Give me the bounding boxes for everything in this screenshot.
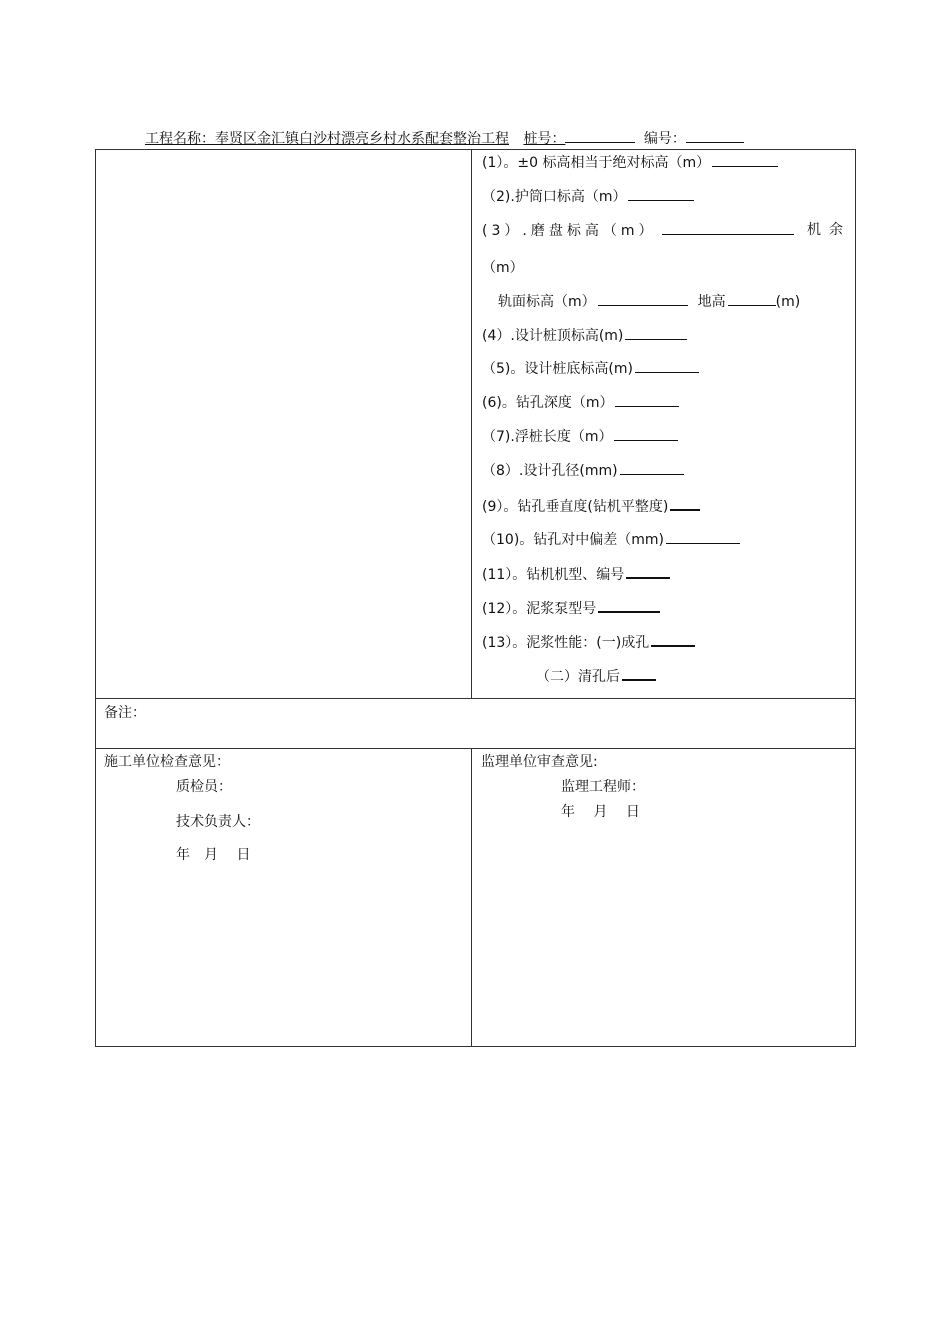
inspector-label: 质检员： [176, 779, 232, 795]
item-field[interactable] [598, 597, 660, 613]
list-item [482, 325, 687, 346]
item-label: （8）.设计孔径(mm) [482, 463, 618, 479]
pile-field[interactable] [565, 128, 635, 143]
item-label: (6)。钻孔深度（m） [482, 395, 614, 411]
divider-bottom [471, 748, 472, 1047]
list-item [482, 597, 660, 619]
item-label-extra: 机余 [807, 222, 851, 238]
item-label: (11）。钻机机型、编号 [482, 567, 625, 583]
item-field[interactable] [635, 358, 699, 373]
item-label-extra: 地高 [697, 294, 726, 310]
form-header [145, 128, 845, 148]
contractor-title: 施工单位检查意见： [104, 754, 230, 770]
list-item [482, 563, 670, 585]
item-field[interactable] [628, 186, 694, 201]
item-label: （7).浮桩长度（m） [482, 429, 613, 445]
list-item [482, 358, 699, 379]
tech-lead-label: 技术负责人： [176, 814, 260, 830]
list-item [482, 152, 778, 173]
item-field[interactable] [662, 220, 794, 235]
item-field[interactable] [670, 495, 700, 511]
item-label: （2).护筒口标高（m） [482, 189, 627, 205]
list-item [498, 291, 800, 312]
item-field[interactable] [626, 563, 670, 579]
item-label: （二）清孔后 [536, 669, 620, 685]
list-item [482, 495, 700, 517]
item-field[interactable] [598, 291, 688, 306]
item-label: (12）。泥浆泵型号 [482, 601, 597, 617]
item-label: （m） [482, 260, 524, 276]
list-item [482, 426, 678, 447]
item-label: （5)。设计桩底标高(m) [482, 361, 633, 377]
engineer-label: 监理工程师： [561, 779, 645, 795]
project-label: 工程名称： [145, 131, 215, 147]
remarks-field[interactable] [160, 703, 840, 743]
divider-top [471, 149, 472, 698]
item-field[interactable] [615, 392, 679, 407]
item-field[interactable] [666, 529, 740, 544]
list-item [482, 631, 695, 653]
divider-remarks-bottom [95, 748, 856, 749]
contractor-date: 年 月 日 [176, 847, 251, 863]
supervisor-date: 年 月 日 [561, 804, 640, 820]
item-field[interactable] [651, 631, 695, 647]
list-item [482, 460, 684, 481]
number-label: 编号： [643, 131, 686, 147]
item-label: （10)。钻孔对中偏差（mm) [482, 532, 665, 548]
list-item [536, 665, 656, 687]
item-field[interactable] [614, 426, 678, 441]
form-table [95, 149, 856, 1047]
list-item [482, 529, 740, 550]
item-label: (9）。钻孔垂直度(钻机平整度) [482, 499, 669, 515]
number-field[interactable] [686, 128, 744, 143]
item-field[interactable] [728, 291, 776, 306]
list-item [482, 258, 524, 278]
divider-remarks-top [95, 698, 856, 699]
item-unit: (m) [775, 294, 801, 310]
item-label: (13）。泥浆性能：(一)成孔 [482, 635, 650, 651]
list-item [482, 186, 694, 207]
item-field[interactable] [622, 665, 656, 681]
item-field[interactable] [620, 460, 684, 475]
supervisor-title: 监理单位审查意见: [481, 754, 598, 770]
item-field[interactable] [625, 325, 687, 340]
remarks-label: 备注： [104, 705, 146, 721]
list-item [482, 392, 679, 413]
item-field[interactable] [712, 152, 778, 167]
item-label: (1）。±0 标高相当于绝对标高（m） [482, 155, 711, 171]
item-label: 轨面标高（m） [498, 294, 596, 310]
item-label: (3）.磨盘标高（m） [482, 223, 657, 239]
list-item [482, 220, 794, 241]
pile-label: 桩号： [523, 131, 566, 147]
project-name: 奉贤区金汇镇白沙村漂亮乡村水系配套整治工程 [215, 131, 509, 147]
item-label: (4）.设计桩顶标高(m) [482, 328, 624, 344]
list-item-extra [807, 220, 851, 240]
